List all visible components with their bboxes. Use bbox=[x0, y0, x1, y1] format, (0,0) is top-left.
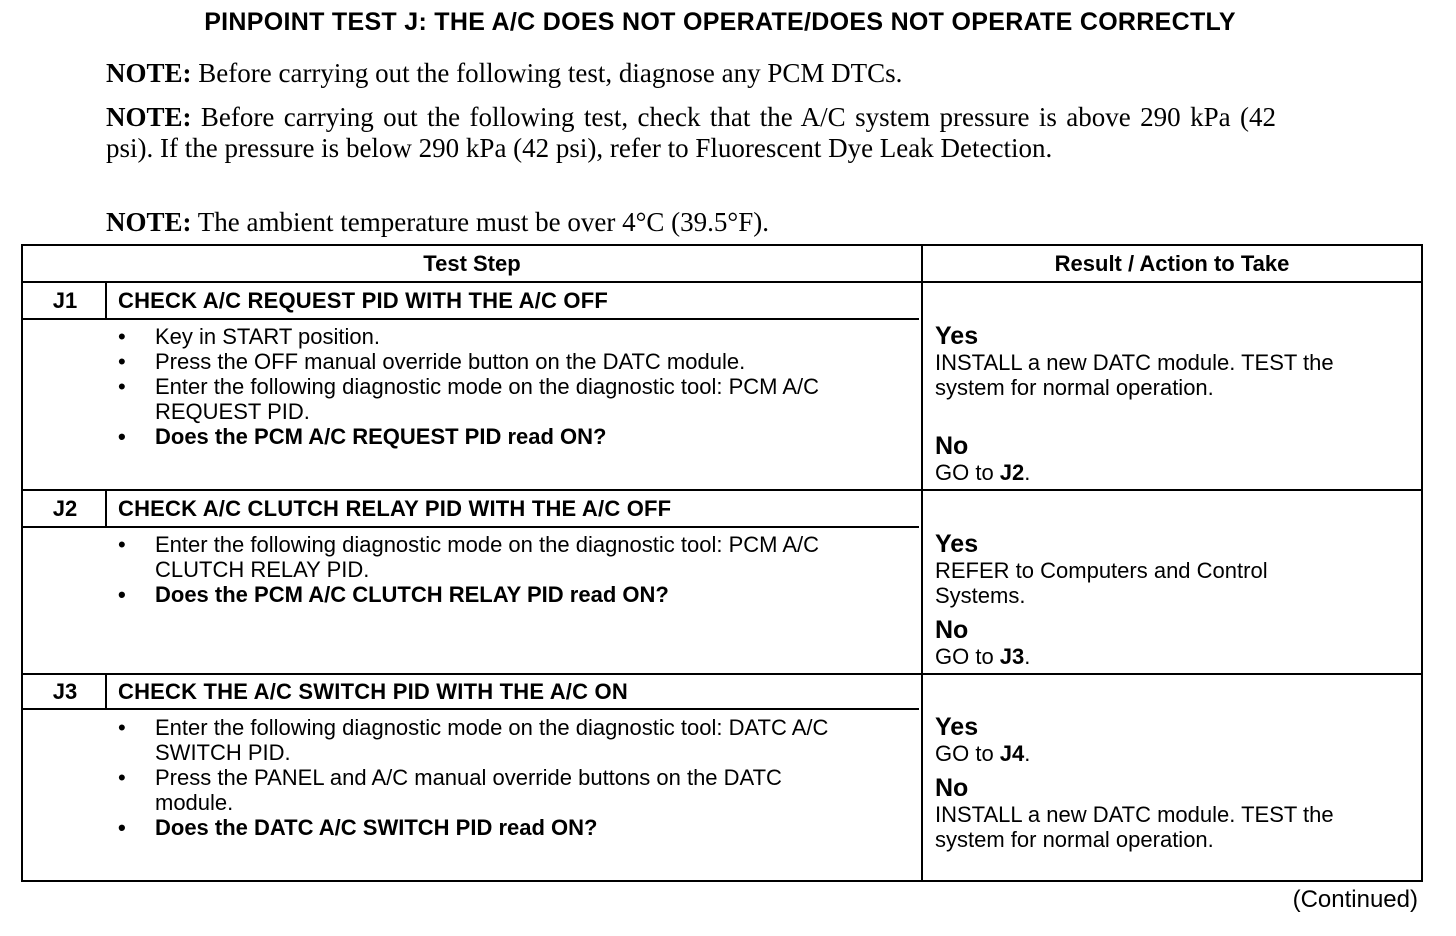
result-no-j3 bbox=[935, 775, 1405, 852]
note-system-pressure bbox=[106, 102, 1276, 164]
bullet-icon: • bbox=[118, 582, 126, 607]
result-yes-j2 bbox=[935, 531, 1405, 608]
no-label: No bbox=[935, 432, 969, 460]
step-question bbox=[113, 815, 853, 840]
result-action-header: Result / Action to Take bbox=[1054, 251, 1290, 276]
step-question bbox=[113, 582, 913, 607]
step-reference: J2 bbox=[999, 460, 1025, 485]
note-label: NOTE: bbox=[106, 58, 192, 88]
no-action: GO to J2. bbox=[935, 460, 1031, 485]
note-label: NOTE: bbox=[106, 102, 192, 132]
continued-label: (Continued) bbox=[1292, 886, 1418, 913]
no-action: GO to J3. bbox=[935, 644, 1031, 669]
step-title-divider bbox=[23, 318, 919, 320]
bullet-icon: • bbox=[118, 815, 126, 840]
test-step-header: Test Step bbox=[423, 251, 521, 276]
list-item bbox=[113, 374, 913, 424]
list-item bbox=[113, 765, 853, 815]
bullet-icon: • bbox=[118, 349, 126, 374]
document-title: PINPOINT TEST J: THE A/C DOES NOT OPERATE/DOES NOT OPERATE CORRECTLY bbox=[204, 8, 1236, 36]
instruction-text: Key in START position. bbox=[155, 324, 380, 349]
step-reference: J4 bbox=[999, 741, 1025, 766]
row-divider bbox=[23, 673, 1421, 675]
instruction-text: Enter the following diagnostic mode on the diagnostic tool: PCM A/C CLUTCH RELAY PID. bbox=[155, 532, 820, 582]
list-item bbox=[113, 532, 913, 582]
instruction-text: Enter the following diagnostic mode on the diagnostic tool: PCM A/C REQUEST PID. bbox=[155, 374, 820, 424]
no-label: No bbox=[935, 616, 969, 644]
no-action: INSTALL a new DATC module. TEST the system for normal operation. bbox=[935, 802, 1334, 852]
note-text: The ambient temperature must be over 4°C (39.5°F). bbox=[191, 207, 769, 237]
result-no-j1 bbox=[935, 433, 1405, 485]
bullet-icon: • bbox=[118, 715, 126, 740]
result-yes-j1 bbox=[935, 323, 1405, 400]
step-title-divider bbox=[23, 526, 919, 528]
note-pcm-dtcs bbox=[106, 58, 1276, 89]
step-id-j2: J2 bbox=[52, 496, 78, 521]
step-question bbox=[113, 424, 913, 449]
bullet-icon: • bbox=[118, 424, 126, 449]
step-instructions-j2 bbox=[113, 532, 913, 607]
yes-label: Yes bbox=[935, 530, 979, 558]
list-item bbox=[113, 324, 913, 349]
yes-label: Yes bbox=[935, 713, 979, 741]
question-text: Does the PCM A/C CLUTCH RELAY PID read ON? bbox=[155, 582, 669, 607]
note-ambient-temperature bbox=[106, 207, 1276, 238]
yes-action: GO to J4. bbox=[935, 741, 1031, 766]
question-text: Does the PCM A/C REQUEST PID read ON? bbox=[155, 424, 607, 449]
yes-label: Yes bbox=[935, 322, 979, 350]
note-text: Before carrying out the following test, check that the A/C system pressure is above 290 kPa (42 psi). If the pressure is below 290 kPa (42 psi), refer to Fluorescent Dye Leak Detection. bbox=[106, 102, 1276, 163]
instruction-text: Press the OFF manual override button on the DATC module. bbox=[155, 349, 746, 374]
step-title-divider bbox=[23, 708, 919, 710]
instruction-text: Enter the following diagnostic mode on the diagnostic tool: DATC A/C SWITCH PID. bbox=[155, 715, 829, 765]
step-title-j1: CHECK A/C REQUEST PID WITH THE A/C OFF bbox=[118, 288, 608, 313]
step-reference: J3 bbox=[999, 644, 1025, 669]
bullet-icon: • bbox=[118, 532, 126, 557]
column-divider bbox=[921, 246, 923, 880]
step-id-j3: J3 bbox=[52, 679, 78, 704]
note-text: Before carrying out the following test, diagnose any PCM DTCs. bbox=[191, 58, 903, 88]
question-text: Does the DATC A/C SWITCH PID read ON? bbox=[155, 815, 598, 840]
row-divider bbox=[23, 489, 1421, 491]
no-label: No bbox=[935, 774, 969, 802]
step-title-j3: CHECK THE A/C SWITCH PID WITH THE A/C ON bbox=[118, 679, 628, 704]
bullet-icon: • bbox=[118, 374, 126, 399]
pinpoint-test-table bbox=[21, 244, 1423, 882]
step-instructions-j3 bbox=[113, 715, 853, 840]
step-title-j2: CHECK A/C CLUTCH RELAY PID WITH THE A/C OFF bbox=[118, 496, 672, 521]
step-instructions-j1 bbox=[113, 324, 913, 449]
bullet-icon: • bbox=[118, 765, 126, 790]
result-yes-j3 bbox=[935, 714, 1405, 766]
result-no-j2 bbox=[935, 617, 1405, 669]
note-label: NOTE: bbox=[106, 207, 192, 237]
step-id-j1: J1 bbox=[52, 288, 78, 313]
yes-action: REFER to Computers and Control Systems. bbox=[935, 558, 1268, 608]
list-item bbox=[113, 715, 853, 765]
list-item bbox=[113, 349, 913, 374]
instruction-text: Press the PANEL and A/C manual override buttons on the DATC module. bbox=[155, 765, 782, 815]
header-divider bbox=[23, 281, 1421, 283]
bullet-icon: • bbox=[118, 324, 126, 349]
yes-action: INSTALL a new DATC module. TEST the system for normal operation. bbox=[935, 350, 1334, 400]
